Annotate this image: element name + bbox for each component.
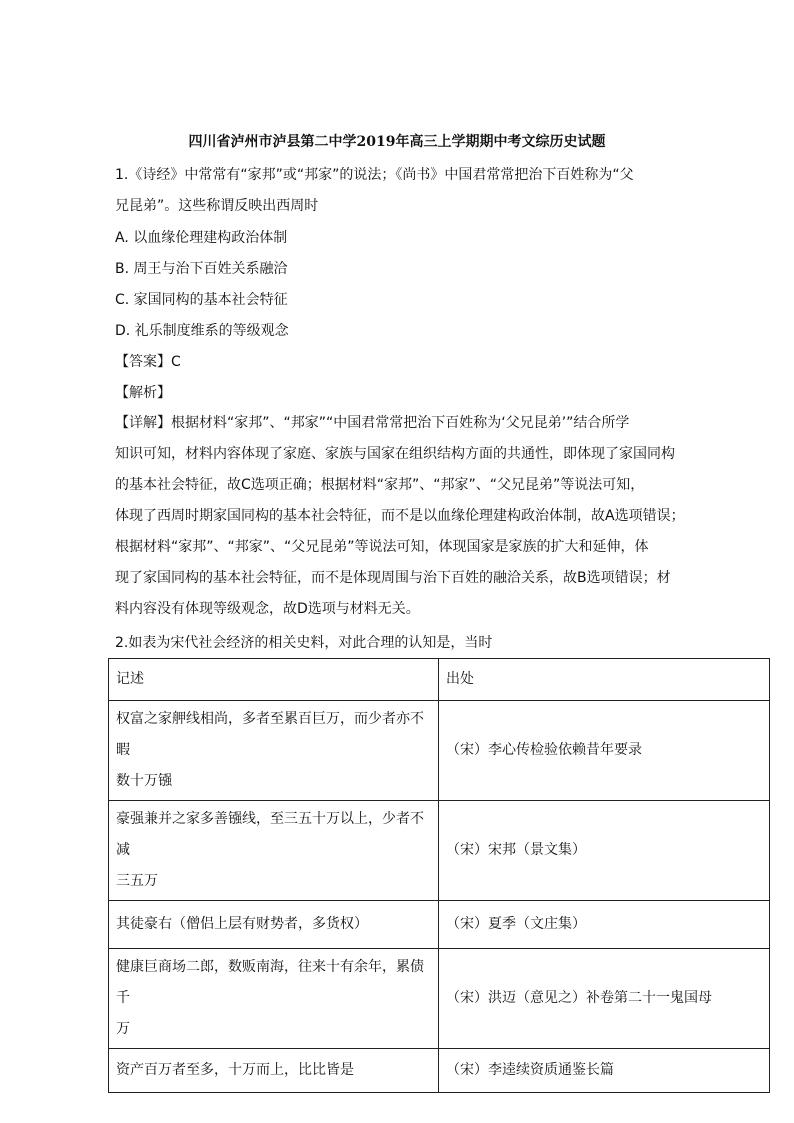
source-cell: （宋）李心传检验依赖昔年要录	[439, 701, 770, 801]
question-1-stem-line-1: 1.《诗经》中常常有“家邦”或“邦家”的说法；《尚书》中国君常常把治下百姓称为“父	[115, 167, 634, 183]
record-line: 数十万镪	[116, 773, 172, 789]
header-record: 记述	[109, 659, 439, 701]
option-d: D. 礼乐制度维系的等级观念	[115, 323, 289, 339]
option-c: C. 家国同构的基本社会特征	[115, 292, 288, 308]
record-line: 万	[116, 1021, 130, 1037]
detail-line: 现了家国同构的基本社会特征，而不是体现周围与治下百姓的融洽关系，故B选项错误；材	[115, 570, 671, 586]
record-cell	[109, 901, 439, 949]
table-row	[109, 1049, 770, 1093]
source-cell: （宋）宋邦（景文集）	[439, 801, 770, 901]
record-line: 资产百万者至多，十万而上，比比皆是	[116, 1062, 354, 1078]
record-cell	[109, 1049, 439, 1093]
source-cell: （宋）李逵续资质通鉴长篇	[439, 1049, 770, 1093]
record-cell	[109, 701, 439, 801]
detail-line: 料内容没有体现等级观念，故D选项与材料无关。	[115, 601, 420, 617]
table-row	[109, 949, 770, 1049]
source-cell: （宋）夏季（文庄集）	[439, 901, 770, 949]
record-line: 权富之家舺线相尚，多者至累百巨万，而少者亦不暇	[116, 711, 424, 758]
detail-line: 的基本社会特征，故C选项正确；根据材料“家邦”、“邦家”、“父兄昆弟”等说法可知，	[115, 477, 645, 493]
answer: 【答案】C	[115, 354, 181, 370]
table-row	[109, 801, 770, 901]
record-line: 健康巨商场二郎，数贩南海，往来十有余年，累债千	[116, 959, 424, 1006]
table-row	[109, 701, 770, 801]
question-1-stem-line-2: 兄昆弟”。这些称谓反映出西周时	[115, 198, 319, 214]
detail-line: 知识可知，材料内容体现了家庭、家族与国家在组织结构方面的共通性，即体现了家国同构	[115, 446, 675, 462]
option-a: A. 以血缘伦理建构政治体制	[115, 230, 288, 246]
question-2-stem: 2.如表为宋代社会经济的相关史料，对此合理的认知是，当时	[115, 635, 493, 651]
record-line: 三五万	[116, 873, 158, 889]
record-line: 豪强兼并之家多善镪线，至三五十万以上，少者不减	[116, 811, 424, 858]
record-line: 其徒豪右（僧侣上层有财势者，多货权）	[116, 916, 368, 932]
detail-line: 体现了西周时期家国同构的基本社会特征，而不是以血缘伦理建构政治体制，故A选项错误；	[115, 508, 685, 524]
source-table	[108, 658, 770, 1093]
page-title: 四川省泸州市泸县第二中学2019年高三上学期期中考文综历史试题	[188, 134, 606, 150]
detail-line: 根据材料“家邦”、“邦家”、“父兄昆弟”等说法可知，体现国家是家族的扩大和延伸，体	[115, 539, 649, 555]
header-source: 出处	[439, 659, 770, 701]
source-cell: （宋）洪迈（意见之）补卷第二十一鬼国母	[439, 949, 770, 1049]
record-cell	[109, 801, 439, 901]
table-row	[109, 901, 770, 949]
option-b: B. 周王与治下百姓关系融洽	[115, 261, 288, 277]
record-cell	[109, 949, 439, 1049]
analysis-detail	[115, 413, 685, 630]
detail-line: 【详解】根据材料“家邦”、“邦家”“中国君常常把治下百姓称为‘父兄昆弟’”结合所学	[115, 415, 630, 431]
table-header-row	[109, 659, 770, 701]
analysis-label: 【解析】	[115, 385, 171, 401]
